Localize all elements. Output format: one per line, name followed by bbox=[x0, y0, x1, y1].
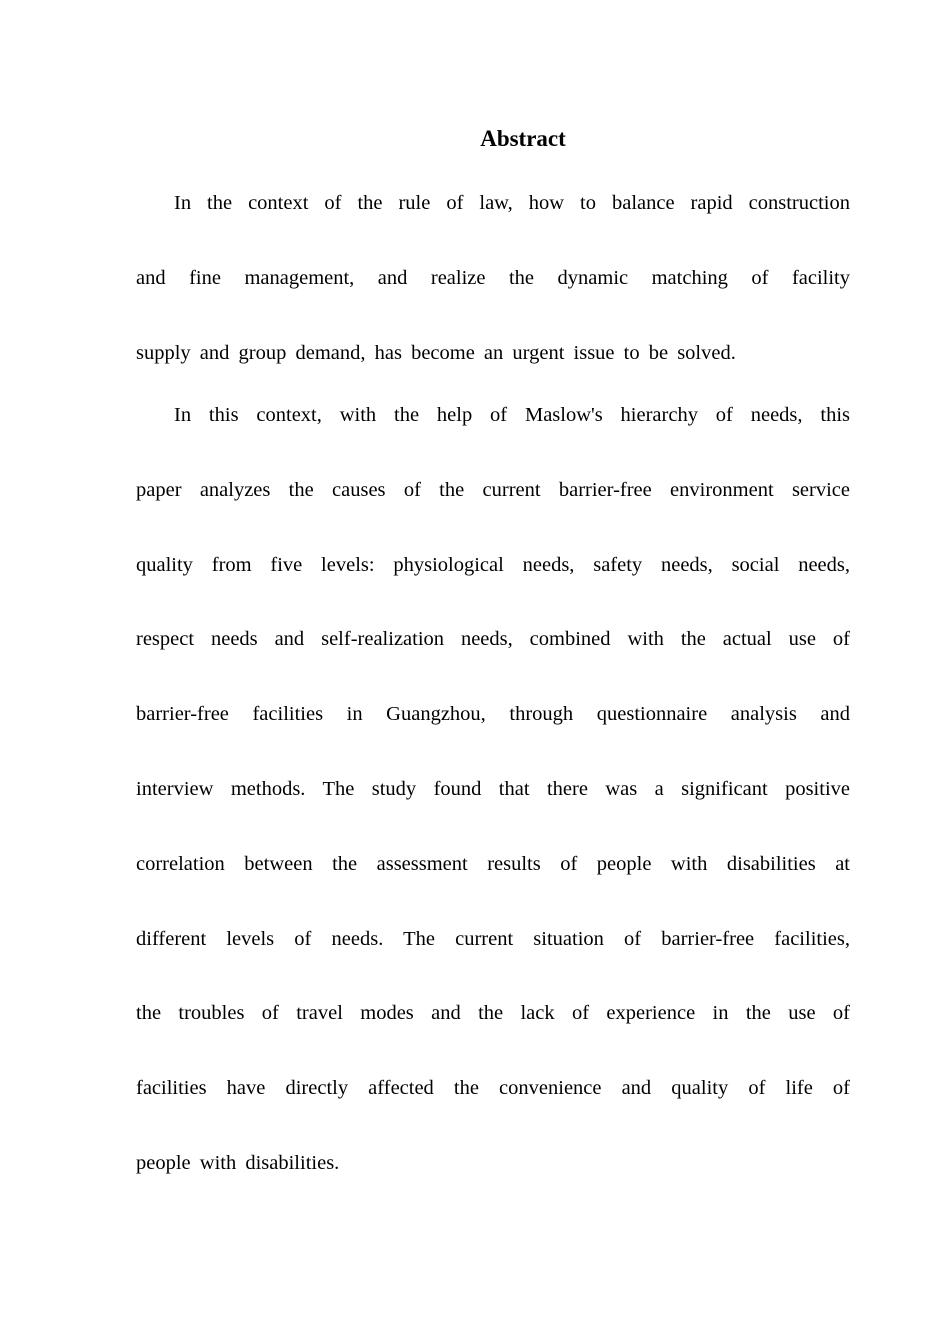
paragraph-line: people with disabilities. bbox=[136, 1151, 340, 1174]
abstract-title: Abstract bbox=[480, 126, 566, 151]
paragraph-line: facilities have directly affected the convenience and quality of life of bbox=[136, 1077, 850, 1100]
paragraph-line: In this context, with the help of Maslow's hierarchy of needs, this bbox=[174, 404, 850, 426]
paragraph-line: correlation between the assessment results of people with disabilities at bbox=[136, 852, 850, 875]
paragraph-line: barrier-free facilities in Guangzhou, through questionnaire analysis and bbox=[136, 703, 850, 726]
paragraph-line: In the context of the rule of law, how to balance rapid construction bbox=[174, 192, 850, 214]
paragraph-line: quality from five levels: physiological needs, safety needs, social needs, bbox=[136, 553, 850, 576]
paragraph-line: different levels of needs. The current situation of barrier-free facilities, bbox=[136, 927, 850, 950]
paragraph-line: respect needs and self-realization needs, combined with the actual use of bbox=[136, 628, 850, 651]
paragraph-line: interview methods. The study found that there was a significant positive bbox=[136, 777, 850, 800]
paragraph-line: supply and group demand, has become an urgent issue to be solved. bbox=[136, 341, 736, 364]
abstract-paragraph-2 bbox=[136, 378, 850, 1201]
paragraph-line: paper analyzes the causes of the current barrier-free environment service bbox=[136, 478, 850, 501]
paragraph-line: and fine management, and realize the dynamic matching of facility bbox=[136, 266, 850, 289]
abstract-paragraph-1 bbox=[136, 166, 850, 390]
paragraph-line: the troubles of travel modes and the lack of experience in the use of bbox=[136, 1002, 850, 1025]
